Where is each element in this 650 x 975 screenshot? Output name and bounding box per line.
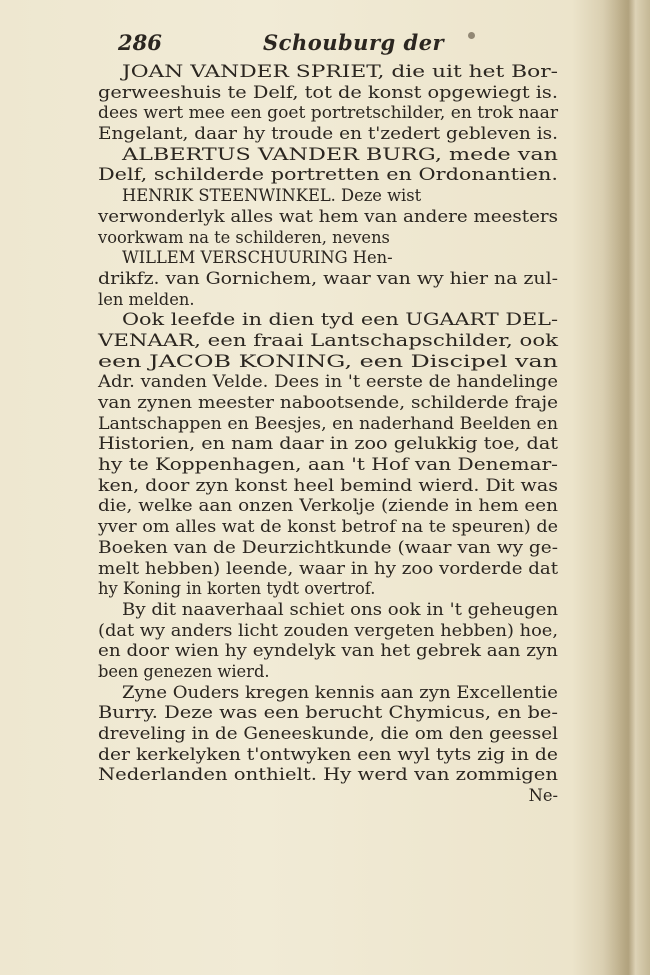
- text-line: en door wien hy eyndelyk van het gebrek aan zyn: [98, 641, 558, 661]
- text-line: dees wert mee een goet portretschilder, en trok naar: [98, 103, 558, 123]
- text-line: verwonderlyk alles wat hem van andere meesters: [98, 206, 559, 226]
- catchword: Ne-: [528, 786, 558, 806]
- text-line: Delf, schilderde portretten en Ordonantien.: [98, 165, 558, 185]
- running-head: [118, 30, 558, 60]
- text-line: Ook leefde in dien tyd een UGAART DEL-: [122, 310, 558, 330]
- text-line: melt hebben) leende, waar in hy zoo vorderde dat: [98, 558, 559, 578]
- running-title: Schouburg der: [263, 30, 445, 55]
- ink-spot: [468, 32, 475, 39]
- body-text: [98, 62, 558, 807]
- page-number: 286: [118, 30, 162, 55]
- text-line: Lantschappen en Beesjes, en naderhand Beelden en: [98, 413, 559, 433]
- text-line: dreveling in de Geneeskunde, die om den geessel: [98, 724, 558, 743]
- text-line: By dit naaverhaal schiet ons ook in 't geheugen: [122, 599, 559, 619]
- text-line: Adr. vanden Velde. Dees in 't eerste de handelinge: [98, 372, 559, 392]
- text-line: gerweeshuis te Delf, tot de konst opgewiegt is.: [98, 82, 558, 102]
- text-line: yver om alles wat de konst betrof na te speuren) de: [98, 517, 559, 537]
- text-line: len melden.: [98, 289, 195, 309]
- text-line: Nederlanden onthielt. Hy werd van zommigen: [98, 765, 558, 785]
- text-line: ALBERTUS VANDER BURG, mede van: [122, 144, 558, 164]
- text-line: een JACOB KONING, een Discipel van: [98, 351, 559, 371]
- text-line: ken, door zyn konst heel bemind wierd. Dit was: [98, 475, 559, 495]
- text-line: HENRIK STEENWINKEL. Deze wist: [122, 186, 422, 206]
- text-line: been genezen wierd.: [98, 661, 270, 681]
- text-line: hy te Koppenhagen, aan 't Hof van Denemar-: [98, 455, 559, 475]
- text-line: VENAAR, een fraai Lantschapschilder, ook: [98, 330, 559, 350]
- text-line: voorkwam na te schilderen, nevens: [98, 227, 390, 247]
- text-line: Burry. Deze was een berucht Chymicus, en be-: [98, 703, 558, 723]
- text-line: (dat wy anders licht zouden vergeten hebben) hoe,: [98, 620, 558, 640]
- text-line: der kerkelyken t'ontwyken een wyl tyts zig in de: [98, 744, 558, 764]
- text-line: JOAN VANDER SPRIET, die uit het Bor-: [122, 62, 559, 81]
- text-line: drikfz. van Gornichem, waar van wy hier na zul-: [98, 268, 559, 288]
- page-edge-shadow: [602, 0, 650, 975]
- text-line: Boeken van de Deurzichtkunde (waar van wy ge-: [98, 537, 558, 557]
- text-line: Engelant, daar hy troude en t'zedert gebleven is.: [98, 124, 559, 144]
- text-line: van zynen meester nabootsende, schilderde fraje: [98, 393, 559, 412]
- text-line: die, welke aan onzen Verkolje (ziende in hem een: [98, 496, 558, 516]
- text-line: WILLEM VERSCHUURING Hen-: [122, 248, 393, 268]
- text-line: Historien, en nam daar in zoo gelukkig toe, dat: [98, 434, 558, 454]
- text-line: hy Koning in korten tydt overtrof.: [98, 579, 376, 599]
- text-line: Zyne Ouders kregen kennis aan zyn Excellentie: [122, 682, 558, 702]
